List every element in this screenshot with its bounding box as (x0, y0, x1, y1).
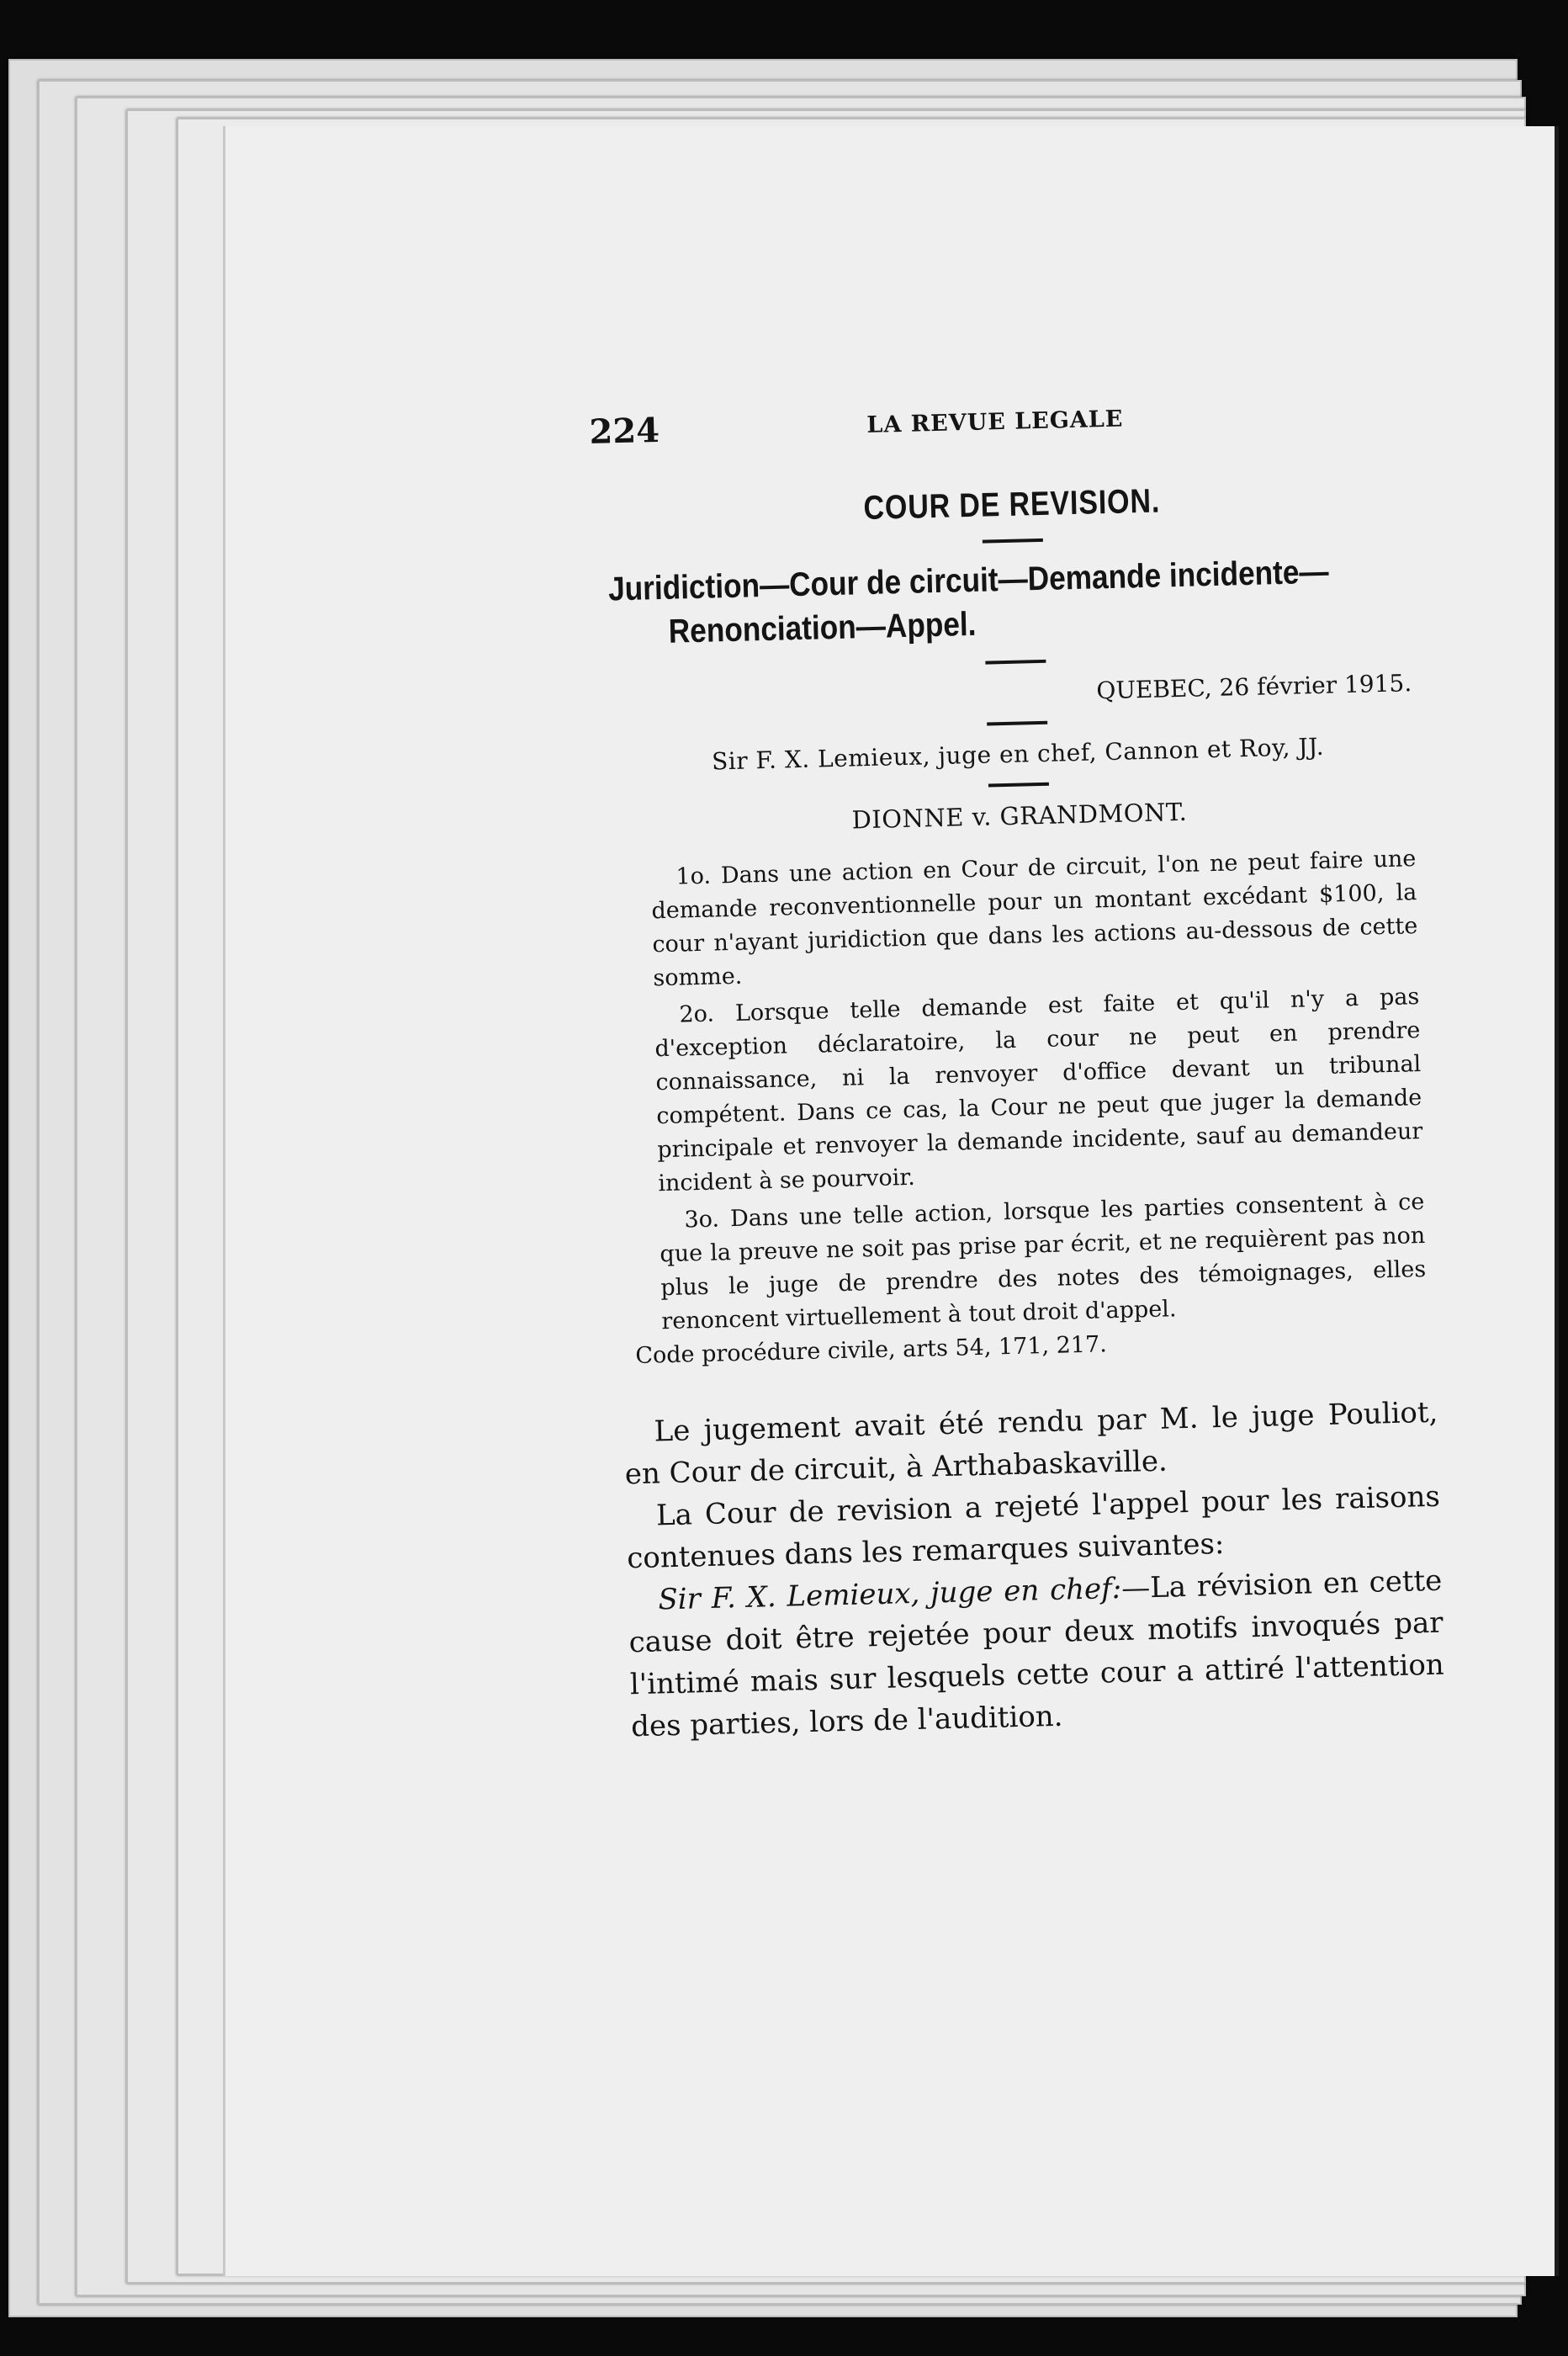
headnote-item: 1o. Dans une action en Cour de circuit, l'on ne peut faire une demande reconventionnelle pour un montant excédant $100, la cour n'ayant juridiction que dans les actions au-dessous de cette somme. (651, 846, 1418, 992)
page-number: 224 (589, 410, 660, 452)
divider (987, 721, 1047, 726)
divider (988, 783, 1049, 788)
divider (983, 539, 1043, 544)
subject-line: Juridiction—Cour de circuit—Demande incidente— (607, 553, 1330, 608)
court-heading: COUR DE REVISION. (863, 482, 1161, 528)
case-subject (608, 548, 1410, 655)
headnote-item: 3o. Dans une telle action, lorsque les parties consentent à ce que la preuve ne soit pas prise par écrit, et ne requièrent pas non plus le juge de prendre des notes des témoignages, elles renoncent virtuellement à tout droit d'appel. (660, 1189, 1427, 1335)
page-content (589, 392, 1462, 1748)
headnote-item: 2o. Lorsque telle demande est faite et qu'il n'y a pas d'exception déclaratoire, la cour ne peut en prendre connaissance, ni la renvoyer d'office devant un tribunal compétent. Dans ce cas, la Cour ne peut que juger la demande principale et renvoyer la demande incidente, sauf au demandeur incident à se pourvoir. (654, 984, 1423, 1197)
speaker-name: Sir F. X. Lemieux, juge en chef: (658, 1571, 1122, 1617)
headnotes (650, 842, 1428, 1339)
case-parties: DIONNE v. GRANDMONT. (851, 797, 1188, 835)
body-paragraph: La Cour de revision a rejeté l'appel pour les raisons contenues dans les remarques suivantes: (626, 1479, 1441, 1576)
judges-line: Sir F. X. Lemieux, juge en chef, Cannon et Roy, JJ. (711, 732, 1325, 776)
body-paragraph: Le jugement avait été rendu par M. le juge Pouliot, en Cour de circuit, à Arthabaskaville. (624, 1395, 1438, 1492)
divider (985, 660, 1046, 665)
code-reference: Code procédure civile, arts 54, 171, 217. (635, 1331, 1108, 1369)
dateline: QUEBEC, 26 février 1915. (1095, 669, 1412, 705)
body-paragraph (628, 1560, 1446, 1748)
subject-line: Renonciation—Appel. (668, 605, 977, 650)
running-title: LA REVUE LEGALE (866, 406, 1124, 438)
speaker-text: —La révision en cette cause doit être rejetée pour deux motifs invoqués par l'intimé mais sur lesquels cette cour a attiré l'attention des parties, lors de l'audition. (628, 1563, 1445, 1744)
judgment-text (623, 1392, 1445, 1748)
